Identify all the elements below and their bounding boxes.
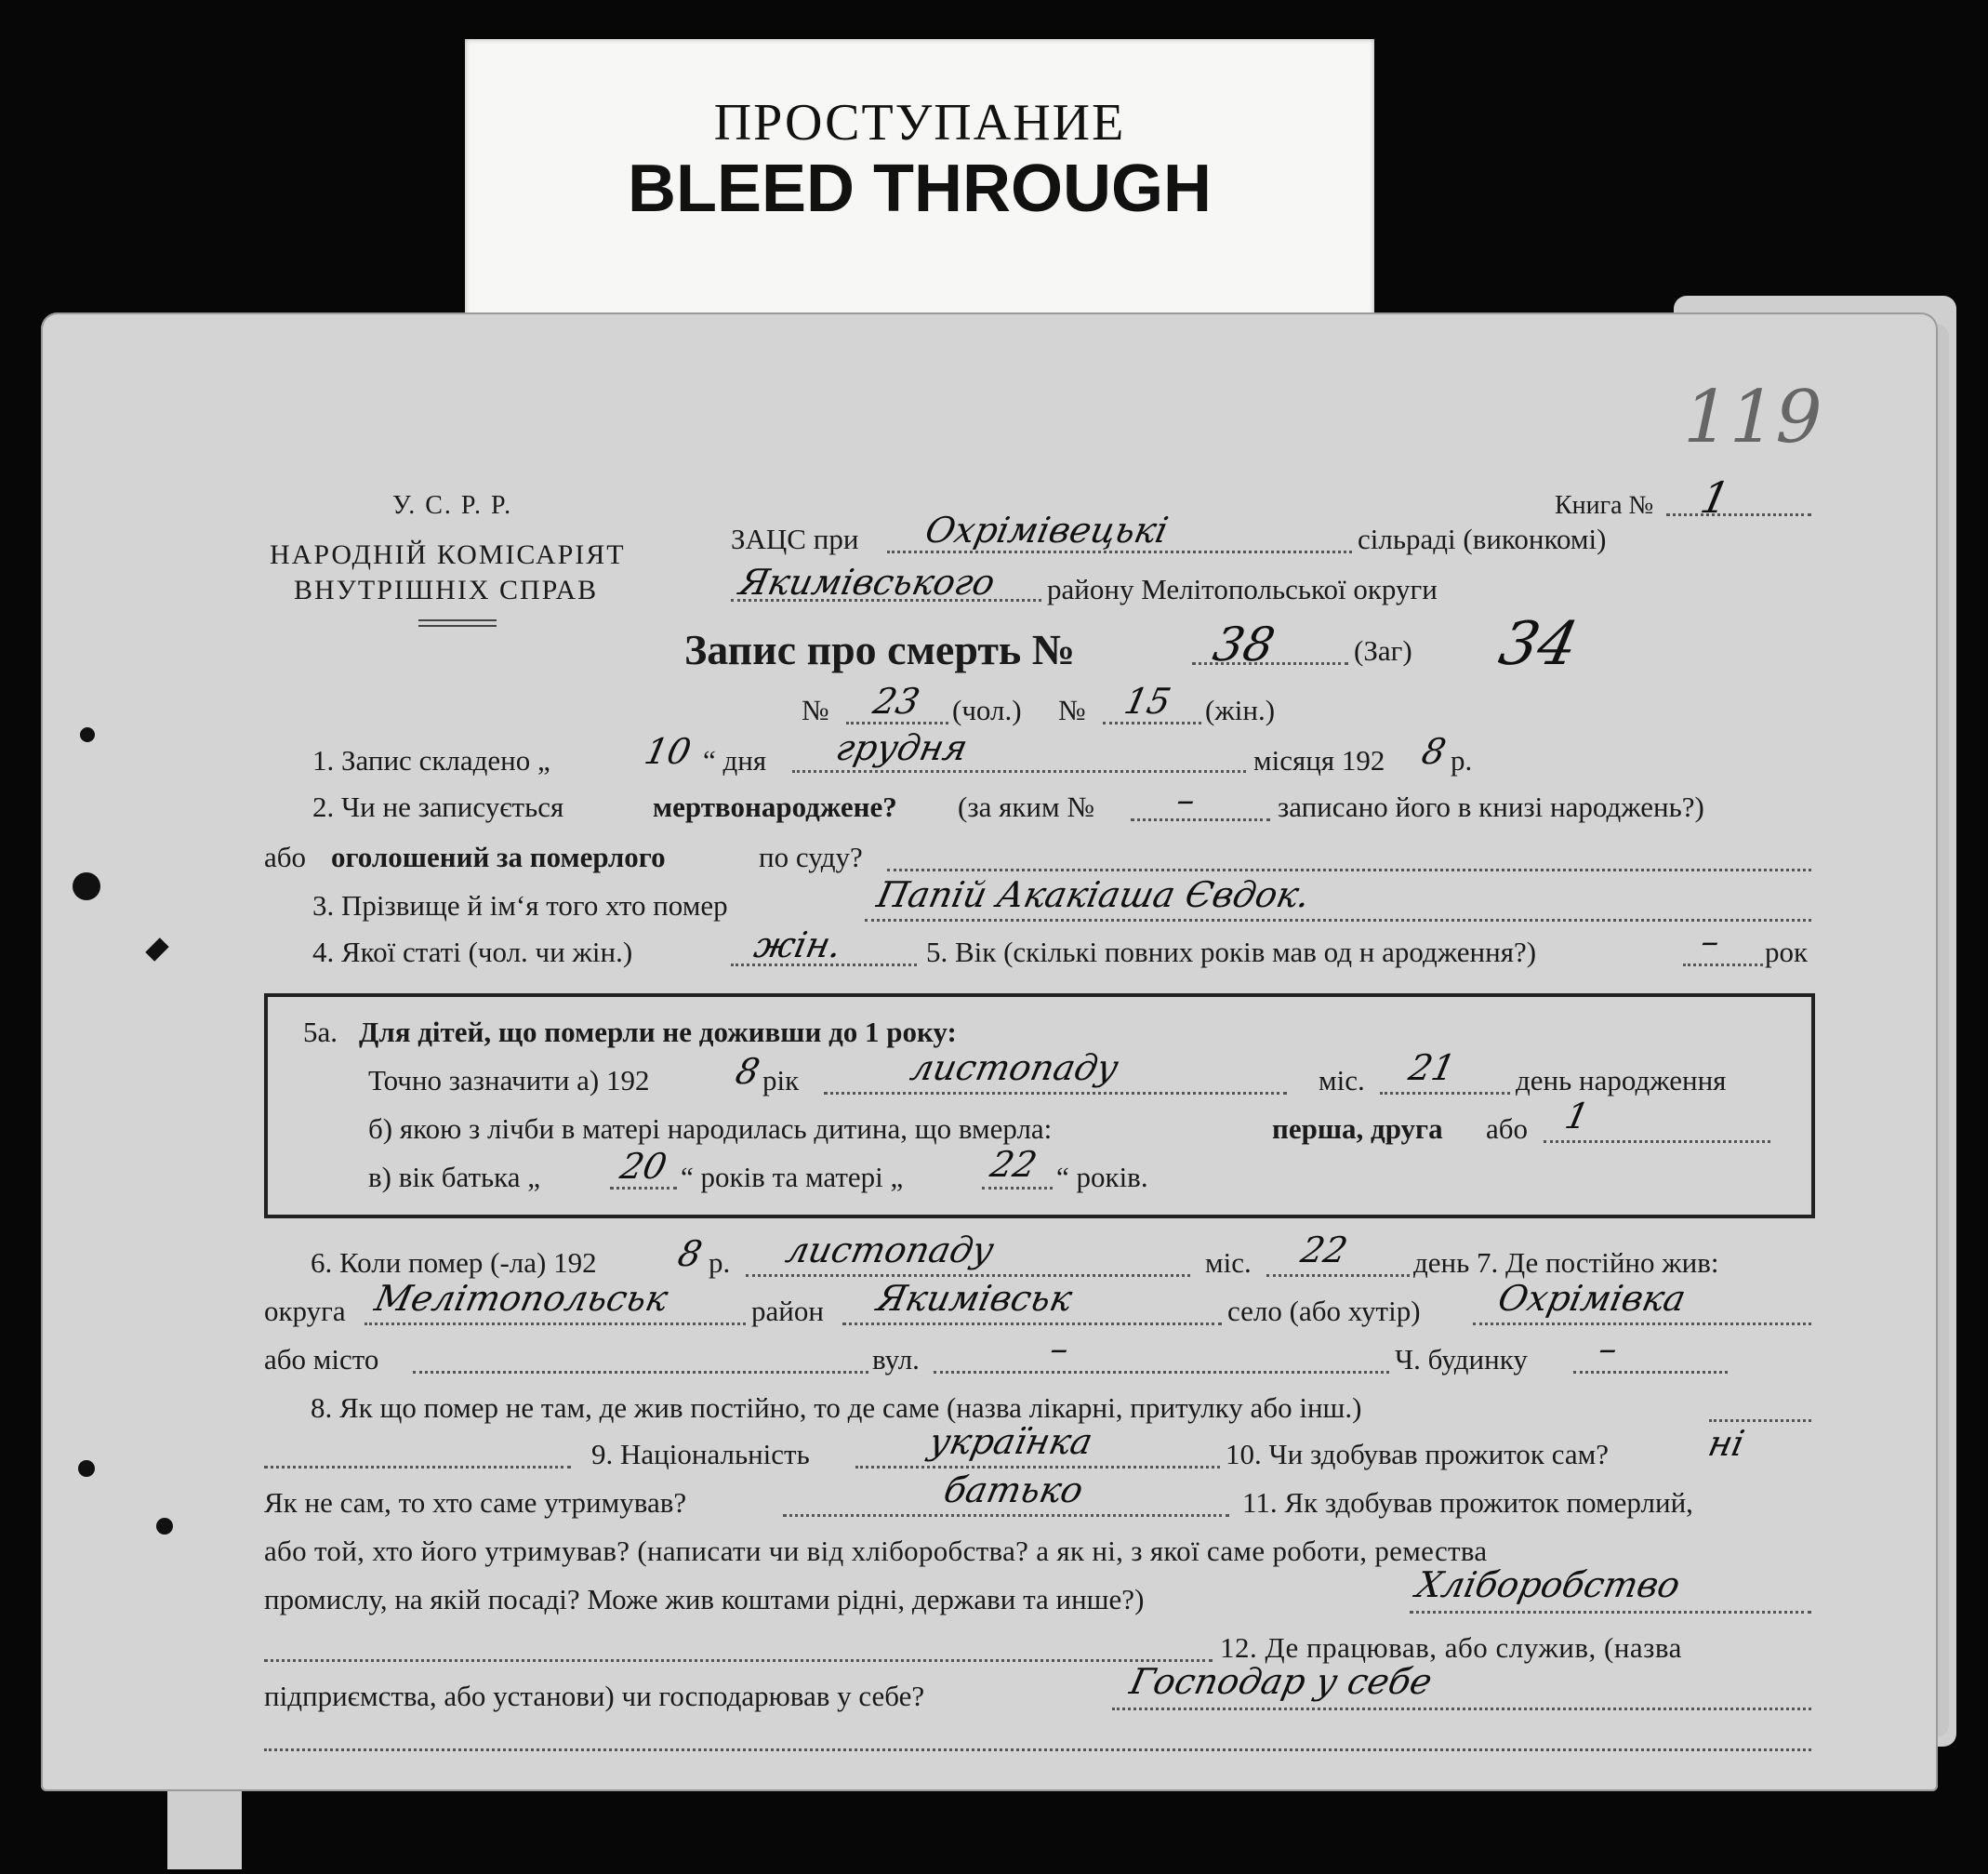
district-label: району Мелітопольської округи <box>1047 573 1438 605</box>
q3-value: Папій Акакіаша Євдок. <box>873 874 1314 915</box>
q11-text-c: або той, хто його утримував? (написати чи від хліборобства? а як ні, з якої саме роботи, ремества <box>264 1535 1488 1567</box>
budynok-line <box>1573 1371 1728 1374</box>
q5a-line-a-month: листопаду <box>907 1047 1122 1088</box>
q5a-line-a-year: 8 <box>732 1051 763 1092</box>
vul-line <box>934 1371 1389 1374</box>
q5a-line-c-end: “ років. <box>1056 1161 1148 1193</box>
q6-month-line <box>746 1274 1190 1277</box>
q1-text-b: “ дня <box>703 744 767 777</box>
male-no-label: № <box>802 694 829 726</box>
record-title: Запис про смерть № <box>684 626 1075 673</box>
q5a-month-line <box>824 1092 1287 1095</box>
q5-unit: рок <box>1765 936 1809 968</box>
q11-text-a: Як не сам, то хто саме утримував? <box>264 1486 687 1519</box>
q11-text-d: промислу, на якій посаді? Може жив коштами рідні, держави та инше?) <box>264 1583 1145 1615</box>
general-label: (Заг) <box>1354 634 1412 667</box>
selo-label: село (або хутір) <box>1227 1295 1421 1327</box>
q5a-line-c-father: 20 <box>616 1146 671 1187</box>
q5a-line-b-value: 1 <box>1561 1096 1593 1136</box>
q5a-line-a-rik: рік <box>762 1064 800 1096</box>
q5a-line-a-text: Точно зазначити а) 192 <box>368 1064 650 1096</box>
q11-value-a: батько <box>940 1469 1087 1510</box>
q5a-day-line <box>1380 1092 1510 1095</box>
q1-day: 10 <box>641 731 696 772</box>
q4-text: 4. Якої статі (чол. чи жін.) <box>312 936 633 968</box>
header-rule <box>418 625 497 627</box>
female-no-label: № <box>1058 694 1086 726</box>
label-russian: ПРОСТУПАНИЕ <box>713 94 1126 152</box>
q5a-number: 5а. <box>303 1016 338 1048</box>
male-label: (чол.) <box>952 694 1022 726</box>
general-number: 34 <box>1493 610 1584 679</box>
male-number-line <box>846 722 948 724</box>
label-english: BLEED THROUGH <box>628 152 1212 226</box>
q1-month-line <box>792 770 1246 773</box>
female-label: (жін.) <box>1205 694 1276 726</box>
q2-text-c: записано його в книзі народжень?) <box>1278 791 1704 823</box>
q5a-line-a-day: 21 <box>1405 1047 1460 1088</box>
q6-mis: міс. <box>1205 1246 1252 1279</box>
misto-line <box>413 1371 868 1374</box>
selo-line <box>1473 1322 1811 1325</box>
q12-text-b: підприємства, або установи) чи господарював у себе? <box>264 1680 925 1712</box>
q2-text-b: (за яким № <box>958 791 1094 823</box>
q5a-line-c-mid: “ років та матері „ <box>681 1161 904 1193</box>
q11-text-b: 11. Як здобував прожиток померлий, <box>1242 1486 1693 1519</box>
q5a-line-a-end: день народження <box>1516 1064 1727 1096</box>
q1-text-a: 1. Запис складено „ <box>312 744 550 777</box>
zats-field-line <box>887 551 1352 553</box>
q5a-mother-line <box>982 1187 1053 1190</box>
raion-label: район <box>751 1295 824 1327</box>
q2-bold-b: оголошений за померлого <box>331 841 666 873</box>
q5a-line-c-text: в) вік батька „ <box>368 1161 541 1193</box>
q11-value-b: Хліборобство <box>1412 1564 1684 1605</box>
q6-text-c: день 7. Де постійно жив: <box>1413 1246 1719 1279</box>
q5-text: 5. Вік (скількі повних років мав од н ародження?) <box>926 936 1537 968</box>
q5a-father-line <box>610 1187 677 1190</box>
commissariat-line1: НАРОДНІЙ КОМІСАРІЯТ <box>270 539 626 570</box>
record-number: 38 <box>1208 618 1279 671</box>
raion-value: Якимівськ <box>873 1278 1076 1319</box>
q1-year-digit: 8 <box>1418 731 1450 772</box>
book-value: 1 <box>1696 472 1735 523</box>
punch-hole <box>78 1460 95 1477</box>
q2-text-d: або <box>264 841 307 873</box>
q2-number-line <box>1131 818 1270 821</box>
q5a-line-a-mis: міс. <box>1319 1064 1365 1096</box>
ussr-header: У. С. Р. Р. <box>392 491 513 520</box>
q3-name-line <box>865 919 1811 922</box>
q3-text: 3. Прізвище й ім‘я того хто помер <box>312 889 728 922</box>
commissariat-line2: ВНУТРІШНІХ СПРАВ <box>294 575 599 605</box>
book-label: Книга № <box>1555 491 1654 520</box>
q2-text-e: по суду? <box>759 841 863 873</box>
q12-value: Господар у себе <box>1126 1661 1437 1702</box>
q9-value: українка <box>925 1421 1096 1462</box>
district-value: Якимівського <box>736 562 999 603</box>
q5-value: – <box>1697 921 1724 962</box>
q6-year-digit: 8 <box>674 1233 706 1274</box>
village-council-label: сільраді (виконкомі) <box>1358 523 1607 555</box>
q11-line-c <box>264 1659 1213 1662</box>
q1-text-c: місяця 192 <box>1253 744 1385 777</box>
q12-line <box>1112 1708 1811 1710</box>
q5a-line-b-abo: або <box>1486 1112 1529 1145</box>
vul-label: вул. <box>872 1343 920 1376</box>
zats-value: Охрімівецькі <box>921 510 1173 551</box>
q12-text-a: 12. Де працював, або служив, (назва <box>1220 1631 1682 1664</box>
okruha-value: Мелітопольськ <box>371 1278 672 1319</box>
q6-month: листопаду <box>782 1229 998 1270</box>
q2-court-line <box>887 869 1811 871</box>
q10-text: 10. Чи здобував прожиток сам? <box>1226 1438 1609 1470</box>
q6-text-b: р. <box>709 1246 731 1279</box>
q4-value: жін. <box>750 924 846 965</box>
book-field-line <box>1666 513 1811 516</box>
okruha-line <box>364 1322 746 1325</box>
q2-text-a: 2. Чи не записується <box>312 791 564 823</box>
male-number: 23 <box>869 681 924 722</box>
q8-line-cont <box>264 1466 571 1469</box>
punch-hole <box>73 872 100 900</box>
misto-label: або місто <box>264 1343 379 1376</box>
q5a-line-b-text: б) якою з лічби в матері народилась дитина, що вмерла: <box>368 1112 1053 1145</box>
raion-line <box>842 1322 1222 1325</box>
header-rule <box>418 619 497 621</box>
budynok-label: Ч. будинку <box>1395 1343 1528 1376</box>
female-number-line <box>1103 722 1201 724</box>
q2-bold-a: мертвонароджене? <box>653 791 897 823</box>
q1-month: грудня <box>832 727 972 768</box>
zats-label: ЗАЦС при <box>731 523 859 555</box>
punch-hole <box>156 1518 173 1535</box>
bleed-through-label <box>465 39 1374 318</box>
q11-line-a <box>783 1514 1229 1517</box>
q5a-order-line <box>1544 1140 1770 1143</box>
q1-text-d: р. <box>1451 744 1473 777</box>
q6-day: 22 <box>1297 1229 1352 1270</box>
budynok-value: – <box>1595 1328 1622 1369</box>
q9-line <box>855 1466 1220 1469</box>
okruha-label: округа <box>264 1295 346 1327</box>
punch-hole <box>80 727 95 742</box>
q12-line-cont <box>264 1748 1811 1751</box>
q2-value: – <box>1173 779 1199 820</box>
q9-text: 9. Національність <box>591 1438 810 1470</box>
q11-line-b <box>1410 1611 1811 1614</box>
selo-value: Охрімівка <box>1494 1278 1690 1319</box>
q5-age-line <box>1683 964 1763 966</box>
q6-text-a: 6. Коли помер (-ла) 192 <box>311 1246 597 1279</box>
female-number: 15 <box>1120 681 1175 722</box>
page-number: 119 <box>1674 376 1831 459</box>
vul-value: – <box>1046 1328 1073 1369</box>
q5a-line-c-mother: 22 <box>987 1144 1041 1185</box>
q5a-title: Для дітей, що померли не доживши до 1 року: <box>359 1016 957 1048</box>
q8-line <box>1709 1419 1811 1422</box>
q5a-line-b-bold: перша, друга <box>1272 1112 1443 1145</box>
q10-value: ні <box>1704 1423 1748 1464</box>
q6-day-line <box>1266 1274 1410 1277</box>
q8-text: 8. Як що помер не там, де жив постійно, то де саме (назва лікарні, притулку або інш.) <box>311 1391 1362 1424</box>
